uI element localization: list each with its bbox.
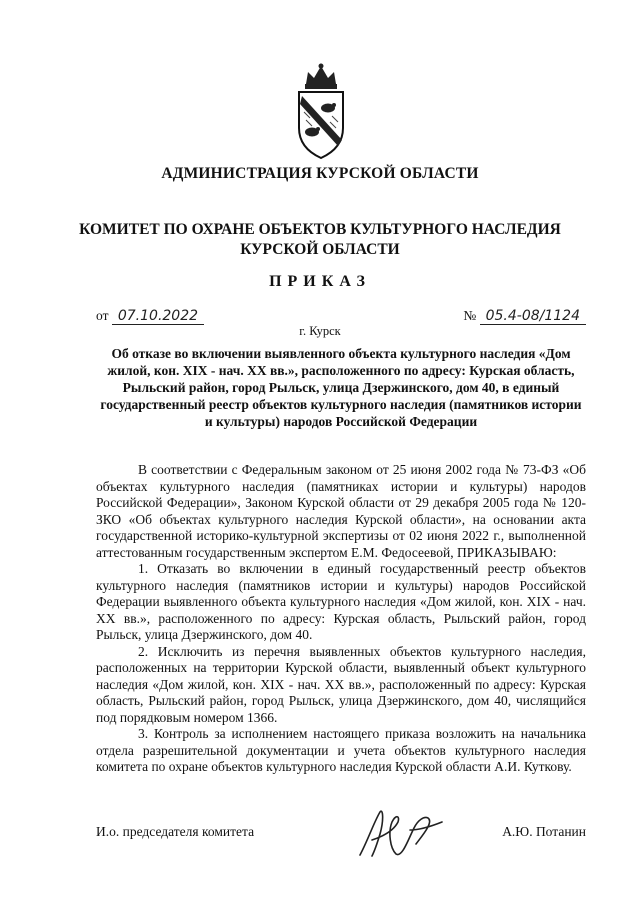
administration-title: АДМИНИСТРАЦИЯ КУРСКОЙ ОБЛАСТИ <box>161 165 479 182</box>
order-subject: Об отказе во включении выявленного объекта культурного наследия «Дом жилой, кон. XIX - нач. XX вв.», расположенного по адресу: Курская область, Рыльский район, город Рыльск, улица Дзержинского, дом 40, в единый государственный реестр объектов культурного наследия (памятников истории и культуры) народов Российской Федерации <box>100 346 582 429</box>
number-field <box>463 308 586 325</box>
body-paragraph-1: 1. Отказать во включении в единый государственный реестр объектов культурного наследия (памятников истории и культуры) народов Российской Федерации выявленного объекта культурного наследия «Дом жилой, кон. XIX - нач. XX вв.», расположенного по адресу: Курская область, Рыльский район, город Рыльск, улица Дзержинского, дом 40. <box>96 561 586 642</box>
date-prefix: от <box>96 308 109 323</box>
handwritten-signature-icon <box>350 800 450 870</box>
date-field <box>96 308 204 325</box>
body-paragraph-2: 2. Исключить из перечня выявленных объектов культурного наследия, расположенных на территории Курской области, выявленный объект культурного наследия «Дом жилой, кон. XIX - нач. XX вв.», расположенный по адресу: Курская область, Рыльский район, город Рыльск, улица Дзержинского, дом 40, числящийся под порядковым номером 1366. <box>96 643 586 725</box>
signer-name: А.Ю. Потанин <box>502 824 586 839</box>
document-type: ПРИКАЗ <box>269 273 371 290</box>
city-label: г. Курск <box>299 324 341 338</box>
committee-title-line1: КОМИТЕТ ПО ОХРАНЕ ОБЪЕКТОВ КУЛЬТУРНОГО НАСЛЕДИЯ <box>79 221 561 238</box>
number-prefix: № <box>463 308 477 323</box>
coat-of-arms-icon <box>290 62 352 162</box>
signer-position: И.о. председателя комитета <box>96 824 255 839</box>
date-value: 07.10.2022 <box>112 308 204 325</box>
order-body <box>96 462 586 776</box>
committee-title-line2: КУРСКОЙ ОБЛАСТИ <box>240 241 400 258</box>
body-paragraph-preamble: В соответствии с Федеральным законом от 25 июня 2002 года № 73-ФЗ «Об объектах культурного наследия (памятниках истории и культуры) народов Российской Федерации», Законом Курской области от 29 декабря 2005 года № 120-ЗКО «Об объектах культурного наследия Курской области», на основании акта государственной историко-культурной экспертизы от 02 июня 2022 г., выполненной аттестованным государственным экспертом Е.М. Федосеевой, ПРИКАЗЫВАЮ: <box>96 462 586 560</box>
committee-title <box>0 220 640 260</box>
signature-row <box>96 824 586 846</box>
body-paragraph-3: 3. Контроль за исполнением настоящего приказа возложить на начальника отдела разрешительной документации и учета объектов культурного наследия комитета по охране объектов культурного наследия Курской области А.И. Куткову. <box>96 726 586 774</box>
number-value: 05.4-08/1124 <box>480 308 586 325</box>
